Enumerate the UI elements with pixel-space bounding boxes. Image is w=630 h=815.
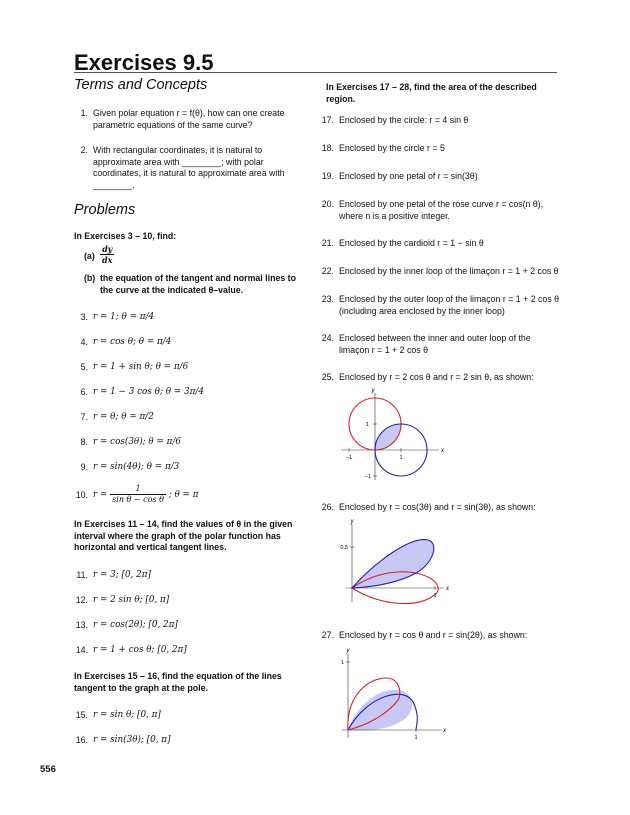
x-axis-label: x (443, 728, 446, 734)
x-tick-label: 1 (399, 455, 403, 461)
x-tick-label: 1 (433, 593, 437, 599)
exercise-number: 3. (80, 312, 88, 322)
exercise-number: 23. (321, 294, 334, 304)
graph-26 (336, 516, 456, 606)
fraction-numerator: dy (100, 244, 114, 255)
exercise-text: Given polar equation r = f(θ), how can one create parametric equations of the same curve? (93, 108, 285, 130)
exercise-text: r = 1 + cos θ; [0, 2π] (93, 645, 187, 655)
exercise-number: 25. (321, 372, 334, 382)
exercise-number: 5. (80, 362, 88, 372)
graph-25 (333, 385, 448, 485)
title-rule (74, 72, 557, 73)
exercise-text: Enclosed by the cardioid r = 1 − sin θ (339, 238, 484, 248)
exercise-number: 13. (75, 620, 88, 630)
exercise-number: 24. (321, 333, 334, 343)
exercise-number: 15. (75, 710, 88, 720)
part-a-derivative (100, 244, 308, 265)
exercise-text: Enclosed by one petal of r = sin(3θ) (339, 171, 478, 181)
exercise-text: r = θ; θ = π/2 (93, 412, 154, 422)
instruction-11-14: In Exercises 11 – 14, find the values of θ in the given interval where the graph of the polar function has horizontal and vertical tangent lines. (74, 519, 293, 552)
exercise-text: With rectangular coordinates, it is natural to approximate area with ________; with polar coordinates, it is natural to approximate area with ________. (93, 145, 285, 190)
y-axis-label: y (350, 519, 354, 525)
reciprocal-fraction (110, 484, 166, 505)
exercise-text: r = 1; θ = π/4 (93, 312, 155, 322)
x-tick-label: −1 (345, 455, 353, 461)
graph-27 (336, 644, 451, 742)
exercise-text: r = sin(4θ); θ = π/3 (93, 462, 180, 472)
exercise-number: 9. (80, 462, 88, 472)
instruction-3-10: In Exercises 3 – 10, find: (74, 231, 177, 241)
exercise-number: 12. (75, 595, 88, 605)
exercise-number: 8. (80, 437, 88, 447)
part-b-text: the equation of the tangent and normal lines to the curve at the indicated θ–value. (100, 273, 296, 295)
exercise-text: Enclosed by the circle r = 5 (339, 143, 445, 153)
x-tick-label: 1 (414, 735, 418, 741)
y-tick-label: 1 (365, 422, 369, 428)
x-axis-label: x (441, 448, 444, 454)
section-title-terms: Terms and Concepts (74, 77, 208, 93)
exercise-number: 6. (80, 387, 88, 397)
fraction-numerator: 1 (110, 484, 166, 495)
y-tick-label: −1 (364, 474, 371, 480)
exercise-number: 19. (321, 171, 334, 181)
exercise-number: 2. (80, 145, 88, 155)
exercise-number: 17. (321, 115, 334, 125)
dy-dx-fraction (100, 244, 114, 265)
exercise-number: 1. (80, 108, 88, 118)
exercise-number: 4. (80, 337, 88, 347)
instruction-15-16: In Exercises 15 – 16, find the equation of the lines tangent to the graph at the pole. (74, 671, 282, 693)
y-axis-label: y (371, 388, 375, 394)
exercise-number: 20. (321, 199, 334, 209)
part-b-label: (b) (84, 273, 96, 283)
y-tick-label: 1 (340, 660, 344, 666)
exercise-text: r = cos θ; θ = π/4 (93, 337, 172, 347)
exercise-text: r = 2 sin θ; [0, π] (93, 595, 170, 605)
exercise-number: 26. (321, 502, 334, 512)
exercise-text: Enclosed by one petal of the rose curve r = cos(n θ), where n is a positive integer. (339, 199, 544, 221)
exercise-text: r = 3; [0, 2π] (93, 570, 151, 580)
region-27-shaded (348, 690, 412, 731)
exercise-text: Enclosed by r = cos θ and r = sin(2θ), as shown: (339, 630, 528, 640)
exercise-text: Enclosed by the outer loop of the limaçon r = 1 + 2 cos θ (including area enclosed by the inner loop) (339, 294, 560, 316)
exercise-text: r = cos(2θ); [0, 2π] (93, 620, 178, 630)
page-number: 556 (40, 764, 56, 775)
exercise-text: r = sin(3θ); [0, π] (93, 735, 171, 745)
fraction-denominator: sin θ − cos θ (112, 495, 164, 504)
exercise-number: 10. (75, 490, 88, 500)
exercise-text: r = 1 + sin θ; θ = π/6 (93, 362, 189, 372)
exercise-lhs: r = (93, 490, 108, 500)
x-axis-label: x (446, 586, 449, 592)
exercise-10 (74, 484, 308, 508)
fraction-denominator: dx (102, 255, 113, 265)
instruction-17-28: In Exercises 17 – 28, find the area of the described region. (326, 82, 537, 104)
exercise-text: Enclosed by the inner loop of the limaçon r = 1 + 2 cos θ (339, 266, 559, 276)
exercise-number: 18. (321, 143, 334, 153)
part-a-label: (a) (84, 251, 95, 261)
exercise-text: Enclosed by the circle: r = 4 sin θ (339, 115, 469, 125)
part-a (84, 244, 308, 270)
exercise-text: r = cos(3θ); θ = π/6 (93, 437, 182, 447)
exercise-text: r = 1 − 3 cos θ; θ = 3π/4 (93, 387, 204, 397)
y-axis-label: y (346, 648, 350, 654)
exercise-text: Enclosed by r = cos(3θ) and r = sin(3θ), as shown: (339, 502, 536, 512)
exercise-text (93, 484, 308, 505)
exercise-text: Enclosed between the inner and outer loop of the limaçon r = 1 + 2 cos θ (339, 333, 531, 355)
exercise-text: r = sin θ; [0, π] (93, 710, 161, 720)
exercise-number: 7. (80, 412, 88, 422)
exercise-number: 27. (321, 630, 334, 640)
exercise-number: 21. (321, 238, 334, 248)
exercise-text: Enclosed by r = 2 cos θ and r = 2 sin θ, as shown: (339, 372, 534, 382)
exercise-number: 16. (75, 735, 88, 745)
exercise-number: 22. (321, 266, 334, 276)
y-tick-label: 0.5 (340, 545, 348, 551)
exercise-rhs: ; θ = π (168, 490, 199, 500)
exercise-number: 11. (76, 570, 88, 580)
exercise-number: 14. (75, 645, 88, 655)
section-title-problems: Problems (74, 202, 136, 218)
page-title: Exercises 9.5 (74, 50, 214, 75)
